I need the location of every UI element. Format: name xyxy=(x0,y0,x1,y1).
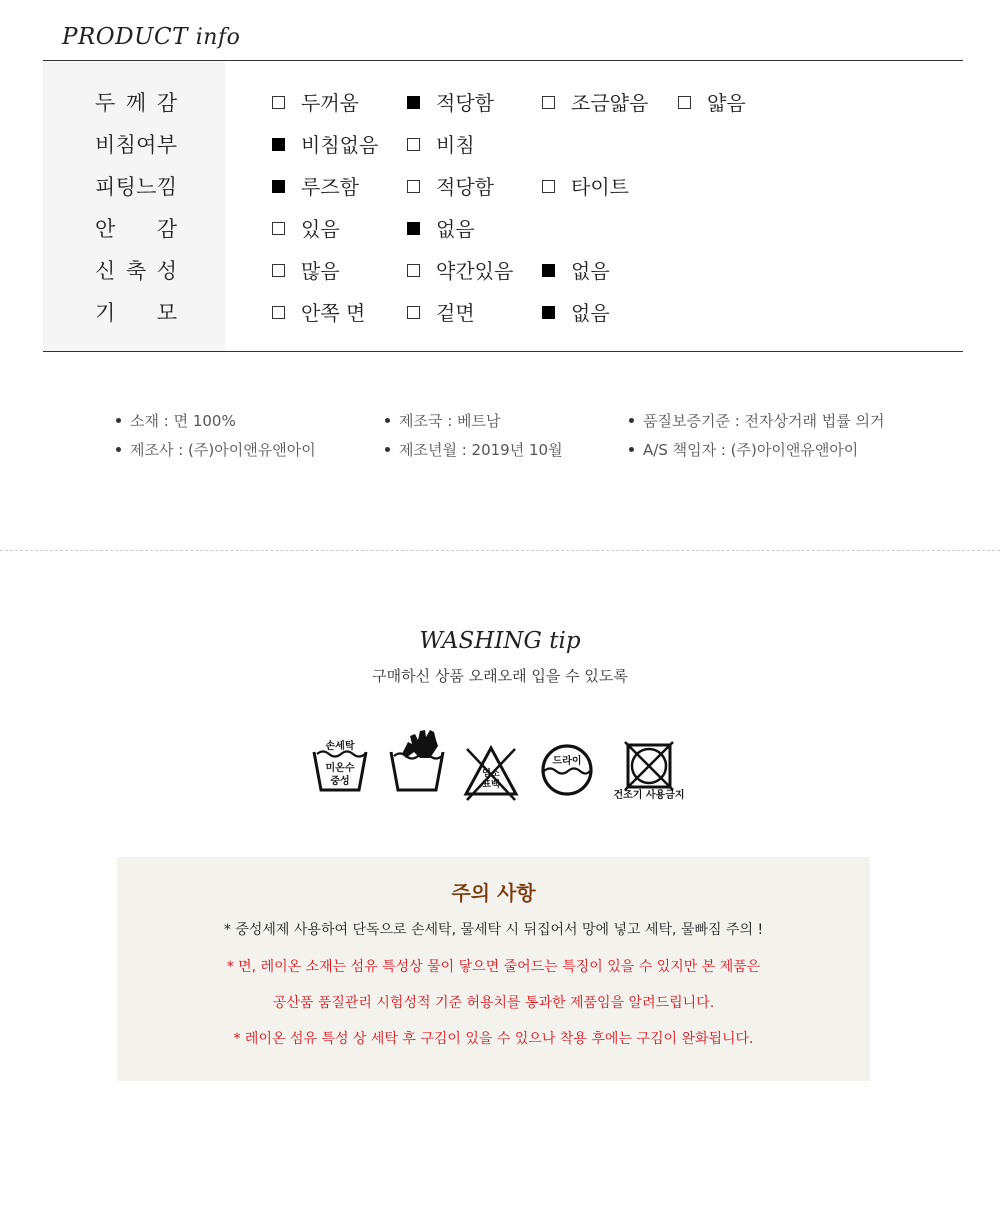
unchecked-box-icon xyxy=(407,264,420,277)
spec-option xyxy=(407,255,513,284)
spec-label-char: 께 xyxy=(125,91,147,115)
spec-label xyxy=(95,87,177,117)
spec-row xyxy=(43,129,963,171)
section-divider xyxy=(0,550,1000,551)
no-tumble-dry-icon xyxy=(605,741,695,803)
washing-title-main: WASHING xyxy=(419,628,542,654)
hand-wash-line-2: 미온수 xyxy=(325,763,355,774)
spec-option xyxy=(542,297,610,326)
checked-box-icon xyxy=(542,306,555,319)
hand-wash-line-3: 중성 xyxy=(330,776,350,787)
spec-label-char: 안 xyxy=(95,217,116,241)
spec-label-char: 느 xyxy=(136,175,157,199)
spec-label xyxy=(95,297,177,327)
notice-line-1: * 중성세제 사용하여 단독으로 손세탁, 물세탁 시 뒤집어서 망에 넣고 세탁, 물빠짐 주의 ! xyxy=(223,922,764,938)
spec-option xyxy=(407,129,475,158)
spec-option-label: 없음 xyxy=(571,259,610,283)
spec-option-label: 없음 xyxy=(436,217,475,241)
spec-label-char: 성 xyxy=(156,259,177,283)
spec-label-char: 피 xyxy=(95,175,116,199)
spec-option-label: 약간있음 xyxy=(436,259,514,283)
unchecked-box-icon xyxy=(542,180,555,193)
notice-line-3: 공산품 품질관리 시험성적 기준 허용치를 통과한 제품임을 알려드립니다. xyxy=(272,995,715,1011)
spec-label-char: 부 xyxy=(156,133,177,157)
dry-clean-label: 드라이 xyxy=(552,756,582,767)
spec-label xyxy=(95,129,177,159)
spec-option-label: 타이트 xyxy=(571,175,629,199)
meta-item: 제조사 : (주)아이앤유앤아이 xyxy=(116,439,316,460)
spec-option xyxy=(272,171,359,200)
spec-label-char: 침 xyxy=(115,133,136,157)
washing-title xyxy=(0,628,1000,654)
spec-option-label: 겉면 xyxy=(436,301,475,325)
spec-label xyxy=(95,171,177,201)
spec-option-label: 많음 xyxy=(301,259,340,283)
unchecked-box-icon xyxy=(407,138,420,151)
hand-wash-line-1: 손세탁 xyxy=(325,741,355,752)
spec-label-char: 여 xyxy=(136,133,157,157)
notice-title: 주의 사항 xyxy=(451,881,536,905)
meta-item: A/S 책임자 : (주)아이앤유앤아이 xyxy=(629,439,858,460)
spec-option xyxy=(542,255,610,284)
bottom-divider xyxy=(43,351,963,352)
spec-option-label: 얇음 xyxy=(707,91,746,115)
spec-label-char: 감 xyxy=(156,217,177,241)
no-hand-wash-icon xyxy=(390,728,444,792)
spec-option-label: 루즈함 xyxy=(301,175,359,199)
hand-wash-icon xyxy=(313,738,367,792)
spec-option-label: 비침없음 xyxy=(301,133,379,157)
no-tumble-dry-label: 건조기 사용금지 xyxy=(613,790,685,801)
spec-row xyxy=(43,171,963,213)
spec-option-label: 있음 xyxy=(301,217,340,241)
spec-option-label: 적당함 xyxy=(436,91,494,115)
spec-label xyxy=(95,255,177,285)
spec-label-char: 비 xyxy=(95,133,116,157)
spec-option xyxy=(407,87,494,116)
notice-box xyxy=(117,857,870,1081)
spec-option xyxy=(678,87,746,116)
spec-option xyxy=(272,129,378,158)
spec-row xyxy=(43,87,963,129)
product-info-title-sub: info xyxy=(195,25,241,50)
spec-option-label: 적당함 xyxy=(436,175,494,199)
notice-line-4: * 레이온 섬유 특성 상 세탁 후 구김이 있을 수 있으나 착용 후에는 구김이 완화됩니다. xyxy=(233,1031,754,1047)
checked-box-icon xyxy=(272,138,285,151)
spec-label xyxy=(95,213,177,243)
spec-option-label: 조금얇음 xyxy=(571,91,649,115)
product-info-title xyxy=(62,24,240,50)
unchecked-box-icon xyxy=(678,96,691,109)
spec-label-char: 두 xyxy=(95,91,116,115)
checked-box-icon xyxy=(407,222,420,235)
spec-row xyxy=(43,213,963,255)
checked-box-icon xyxy=(542,264,555,277)
washing-title-sub: tip xyxy=(549,628,581,654)
spec-option xyxy=(272,213,340,242)
spec-option xyxy=(272,255,340,284)
unchecked-box-icon xyxy=(272,264,285,277)
unchecked-box-icon xyxy=(542,96,555,109)
unchecked-box-icon xyxy=(272,96,285,109)
spec-option xyxy=(407,297,475,326)
no-bleach-line-1: 염소 xyxy=(482,769,500,779)
no-bleach-line-2: 표백 xyxy=(482,780,500,790)
spec-option xyxy=(407,171,494,200)
product-info-title-main: PRODUCT xyxy=(62,24,188,50)
unchecked-box-icon xyxy=(272,222,285,235)
unchecked-box-icon xyxy=(407,306,420,319)
spec-label-char: 모 xyxy=(156,301,177,325)
meta-item: 제조년월 : 2019년 10월 xyxy=(385,439,563,460)
dry-clean-icon xyxy=(540,743,594,797)
checked-box-icon xyxy=(407,96,420,109)
meta-item: 제조국 : 베트남 xyxy=(385,410,501,431)
spec-row xyxy=(43,255,963,297)
checked-box-icon xyxy=(272,180,285,193)
no-bleach-icon xyxy=(463,745,519,801)
meta-item: 품질보증기준 : 전자상거래 법률 의거 xyxy=(629,410,884,431)
unchecked-box-icon xyxy=(272,306,285,319)
spec-label-char: 낌 xyxy=(156,175,177,199)
spec-option xyxy=(542,87,648,116)
spec-option-label: 두꺼움 xyxy=(301,91,359,115)
unchecked-box-icon xyxy=(407,180,420,193)
spec-option xyxy=(407,213,475,242)
spec-label-char: 기 xyxy=(95,301,116,325)
spec-option-label: 안쪽 면 xyxy=(301,301,366,325)
spec-row xyxy=(43,297,963,339)
spec-option xyxy=(542,171,629,200)
spec-label-char: 팅 xyxy=(115,175,136,199)
spec-label-char: 신 xyxy=(95,259,116,283)
spec-label-char: 축 xyxy=(125,259,147,283)
spec-option-label: 없음 xyxy=(571,301,610,325)
spec-option xyxy=(272,87,359,116)
meta-item: 소재 : 면 100% xyxy=(116,410,236,431)
washing-subtitle: 구매하신 상품 오래오래 입을 수 있도록 xyxy=(372,667,628,685)
spec-option xyxy=(272,297,365,326)
spec-option-label: 비침 xyxy=(436,133,475,157)
notice-line-2: * 면, 레이온 소재는 섬유 특성상 물이 닿으면 줄어드는 특징이 있을 수 있지만 본 제품은 xyxy=(226,959,761,975)
spec-label-char: 감 xyxy=(156,91,177,115)
